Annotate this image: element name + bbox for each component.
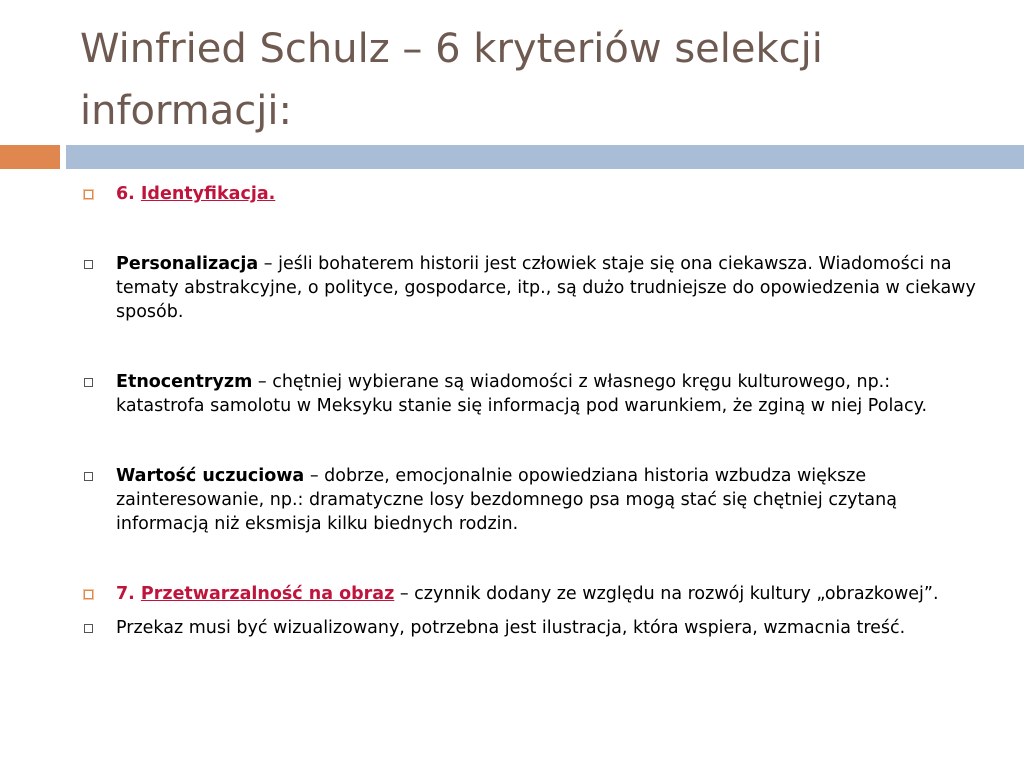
square-bullet-icon (84, 190, 93, 199)
slide-title: Winfried Schulz – 6 kryteriów selekcji informacji: (80, 26, 823, 134)
list-item (84, 616, 984, 640)
description: – czynnik dodany ze względu na rozwój kultury „obrazkowej”. (394, 584, 939, 604)
term: Etnocentryzm (116, 372, 253, 392)
criterion-number: 6. (116, 184, 141, 204)
square-bullet-icon (84, 472, 93, 481)
list-item (84, 252, 984, 324)
description: – chętniej wybierane są wiadomości z własnego kręgu kulturowego, np.: katastrofa samolotu w Meksyku stanie się informacją pod warunkiem, że zginą w niej Polacy. (116, 372, 928, 416)
bullet-list (84, 182, 984, 640)
square-bullet-icon (84, 624, 93, 633)
term: Personalizacja (116, 254, 259, 274)
description: Przekaz musi być wizualizowany, potrzebna jest ilustracja, która wspiera, wzmacnia treść. (116, 618, 906, 638)
square-bullet-icon (84, 378, 93, 387)
description: – dobrze, emocjonalnie opowiedziana historia wzbudza większe zainteresowanie, np.: dramatyczne losy bezdomnego psa mogą stać się chętniej czytaną informacją niż eksmisja kilku biednych rodzin. (116, 466, 897, 534)
list-item (84, 464, 984, 536)
list-item (84, 182, 984, 206)
criterion-heading-link[interactable]: Przetwarzalność na obraz (140, 584, 395, 604)
accent-bar-blue (66, 145, 1024, 169)
term: Wartość uczuciowa (116, 466, 305, 486)
accent-bar-orange (0, 145, 60, 169)
criterion-number: 7. (116, 584, 141, 604)
criterion-heading-link[interactable]: Identyfikacja. (140, 184, 276, 204)
square-bullet-icon (84, 260, 93, 269)
list-item (84, 582, 984, 606)
square-bullet-icon (84, 590, 93, 599)
description: – jeśli bohaterem historii jest człowiek staje się ona ciekawsza. Wiadomości na tematy abstrakcyjne, o polityce, gospodarce, itp., są dużo trudniejsze do opowiedzenia w ciekawy sposób. (116, 254, 976, 322)
list-item (84, 370, 984, 418)
